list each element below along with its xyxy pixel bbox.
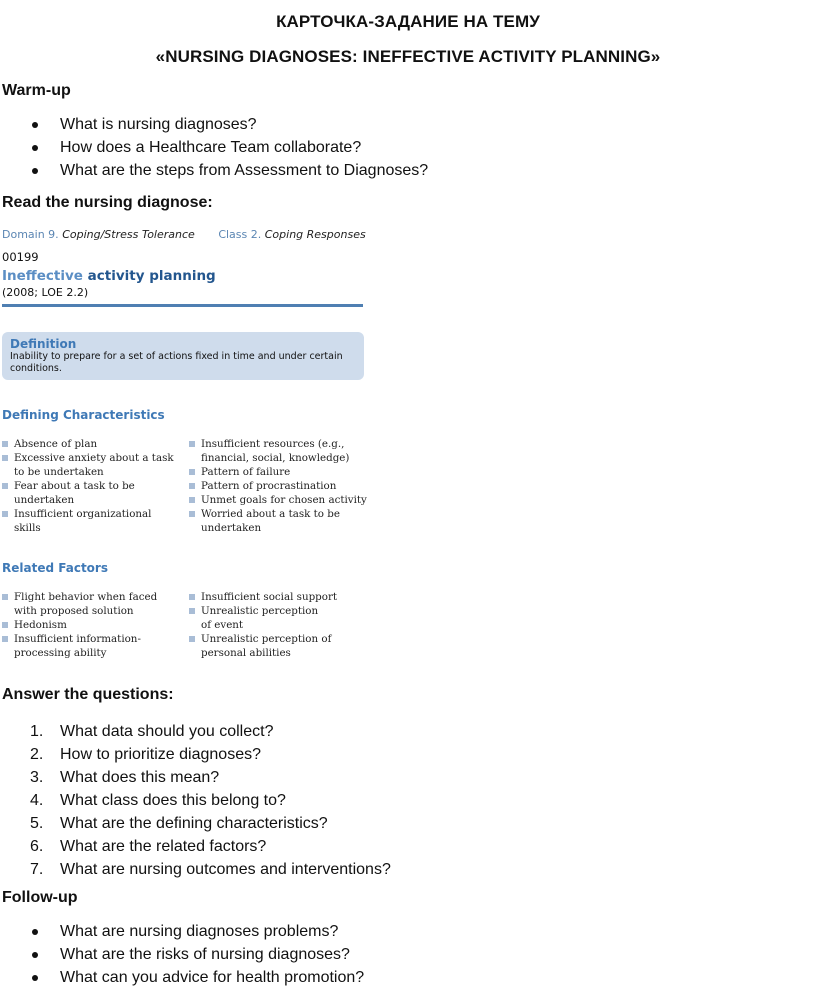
definition-box: Definition Inability to prepare for a set of actions fixed in time and under certain conditions. [2, 332, 364, 380]
list-item: What are the steps from Assessment to Diagnoses? [0, 159, 428, 182]
characteristic-item: Absence of plan [2, 437, 182, 451]
questions-list [0, 720, 391, 881]
characteristic-item: Insufficient resources (e.g., financial, social, knowledge) [189, 437, 369, 465]
warmup-heading: Warm-up [2, 82, 71, 99]
related-factors-left [2, 590, 182, 660]
characteristic-item: Insufficient social support [189, 590, 369, 604]
followup-list [0, 920, 364, 989]
characteristic-item: Insufficient information- processing ability [2, 632, 182, 660]
list-item: What are the risks of nursing diagnoses? [0, 943, 364, 966]
diagnosis-excerpt [0, 222, 370, 667]
title-line-2: «NURSING DIAGNOSES: INEFFECTIVE ACTIVITY PLANNING» [155, 47, 661, 66]
read-heading: Read the nursing diagnose: [2, 194, 213, 211]
list-item: 3. What does this mean? [30, 769, 220, 786]
characteristic-item: Pattern of failure [189, 465, 369, 479]
questions-heading: Answer the questions: [2, 686, 174, 703]
list-item: 1. What data should you collect? [30, 723, 274, 740]
characteristic-item: Insufficient organizational skills [2, 507, 182, 535]
list-item: What can you advice for health promotion? [0, 966, 364, 989]
characteristic-item: Flight behavior when faced with proposed solution [2, 590, 182, 618]
list-item: 7. What are nursing outcomes and interventions? [30, 861, 391, 878]
defining-characteristics-right [189, 437, 369, 535]
defining-characteristics-left [2, 437, 182, 535]
list-item: What is nursing diagnoses? [0, 113, 428, 136]
warmup-list [0, 113, 428, 182]
diagnosis-name: Ineffective activity planning [2, 268, 216, 284]
list-item: How does a Healthcare Team collaborate? [0, 136, 428, 159]
list-item: 6. What are the related factors? [30, 838, 267, 855]
level-of-evidence: (2008; LOE 2.2) [2, 286, 89, 299]
list-item: 4. What class does this belong to? [30, 792, 286, 809]
related-factors-right [189, 590, 369, 660]
list-item: What are nursing diagnoses problems? [0, 920, 364, 943]
followup-heading: Follow-up [2, 889, 78, 906]
list-item: 2. How to prioritize diagnoses? [30, 746, 261, 763]
characteristic-item: Excessive anxiety about a task to be undertaken [2, 451, 182, 479]
characteristic-item: Unrealistic perception of personal abilities [189, 632, 369, 660]
characteristic-item: Worried about a task to be undertaken [189, 507, 369, 535]
title-line-1: КАРТОЧКА-ЗАДАНИЕ НА ТЕМУ [276, 12, 540, 31]
defining-characteristics-heading: Defining Characteristics [2, 408, 165, 422]
list-item: 5. What are the defining characteristics? [30, 815, 328, 832]
characteristic-item: Unrealistic perception of event [189, 604, 369, 632]
domain-class-line: Domain 9. Coping/Stress Tolerance Class 2. Coping Responses [2, 228, 366, 241]
characteristic-item: Pattern of procrastination [189, 479, 369, 493]
divider [2, 304, 363, 307]
characteristic-item: Hedonism [2, 618, 182, 632]
diagnosis-code: 00199 [2, 250, 39, 264]
characteristic-item: Unmet goals for chosen activity [189, 493, 369, 507]
characteristic-item: Fear about a task to be undertaken [2, 479, 182, 507]
related-factors-heading: Related Factors [2, 561, 108, 575]
